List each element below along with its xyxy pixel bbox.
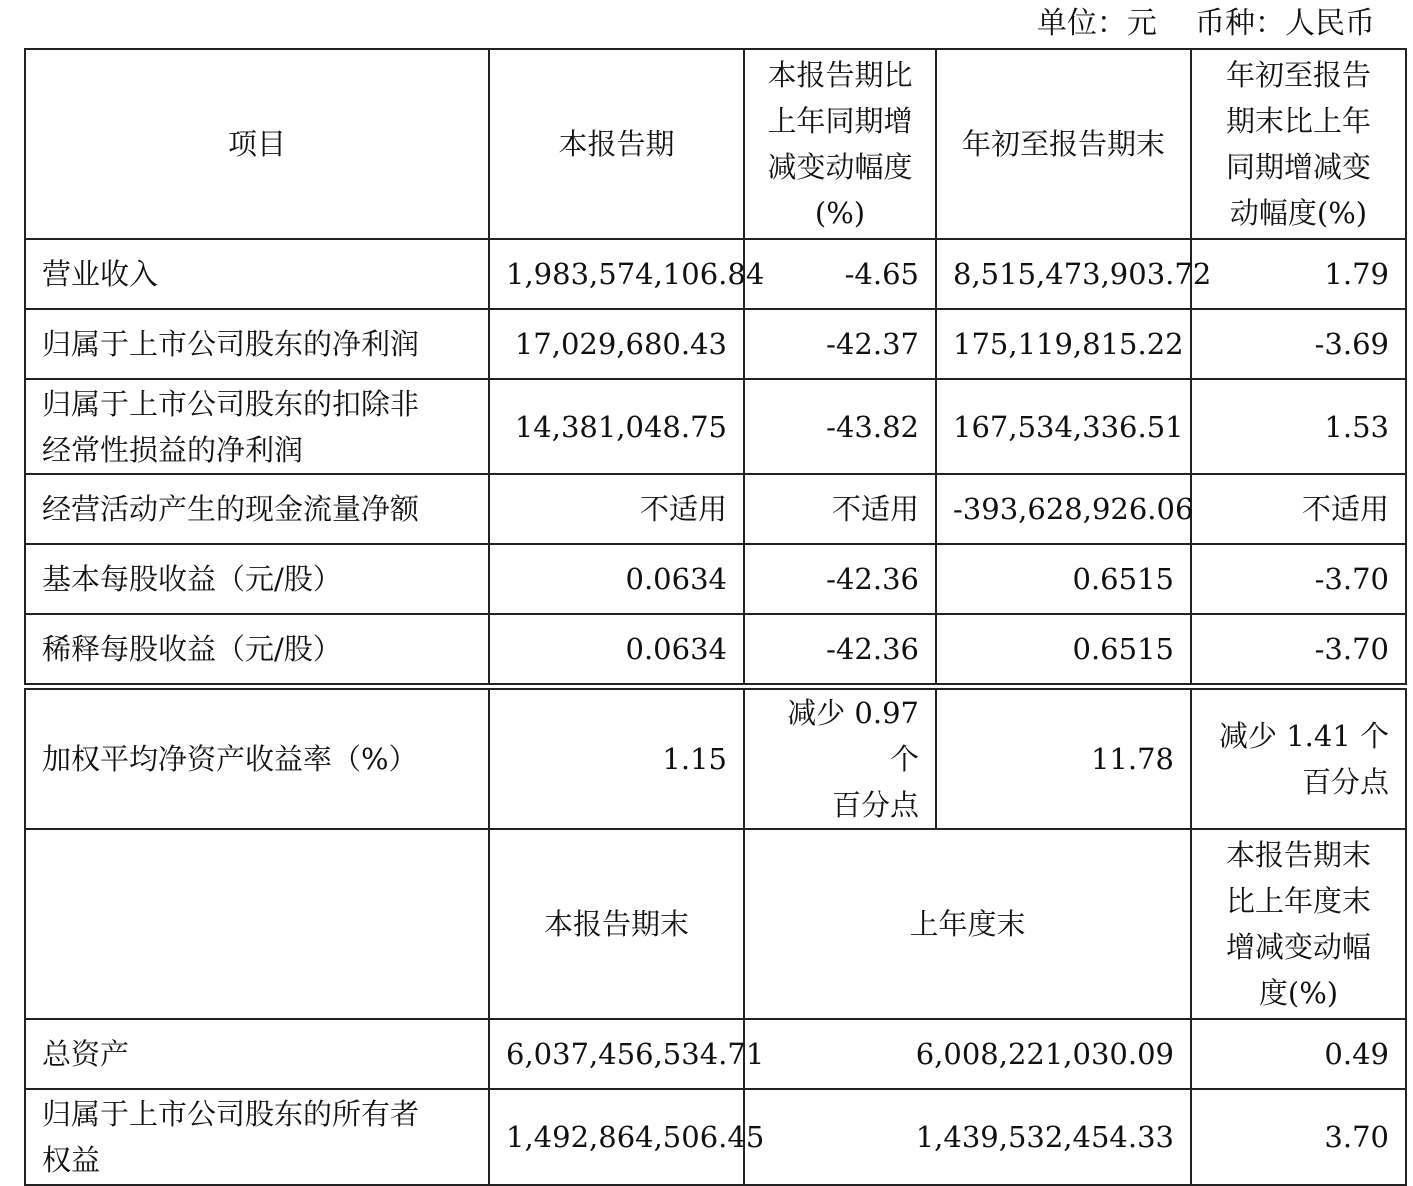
row-ytd: 11.78 <box>936 689 1191 829</box>
row-ytd-change: 1.53 <box>1191 379 1406 474</box>
table-row <box>25 379 1406 474</box>
balance-header-row <box>25 829 1406 1019</box>
header-current-period: 本报告期 <box>489 49 744 239</box>
header-ytd-change: 年初至报告 期末比上年 同期增减变 动幅度(%) <box>1191 49 1406 239</box>
row-item: 归属于上市公司股东的扣除非 经常性损益的净利润 <box>25 379 489 474</box>
row-current: 1.15 <box>489 689 744 829</box>
row-current: 不适用 <box>489 474 744 544</box>
row-item: 基本每股收益（元/股） <box>25 544 489 614</box>
row-current: 17,029,680.43 <box>489 309 744 379</box>
table-row <box>25 1019 1406 1089</box>
balance-header-item <box>25 829 489 1019</box>
row-current-change: -4.65 <box>744 239 936 309</box>
balance-row-change: 3.70 <box>1191 1089 1406 1185</box>
header-ytd: 年初至报告期末 <box>936 49 1191 239</box>
row-item: 稀释每股收益（元/股） <box>25 614 489 684</box>
row-item: 归属于上市公司股东的净利润 <box>25 309 489 379</box>
row-ytd: 167,534,336.51 <box>936 379 1191 474</box>
row-current-change: 不适用 <box>744 474 936 544</box>
header-last-year-end: 上年度末 <box>744 829 1191 1019</box>
table-row <box>25 474 1406 544</box>
balance-row-item: 总资产 <box>25 1019 489 1089</box>
balance-row-change: 0.49 <box>1191 1019 1406 1089</box>
row-current: 0.0634 <box>489 614 744 684</box>
header-item: 项目 <box>25 49 489 239</box>
row-current-change: -42.37 <box>744 309 936 379</box>
row-current: 1,983,574,106.84 <box>489 239 744 309</box>
balance-row-current-end: 6,037,456,534.71 <box>489 1019 744 1089</box>
row-ytd-change: 减少 1.41 个 百分点 <box>1191 689 1406 829</box>
balance-row-last-year-end: 1,439,532,454.33 <box>744 1089 1191 1185</box>
row-ytd: 0.6515 <box>936 544 1191 614</box>
header-balance-change: 本报告期末 比上年度末 增减变动幅 度(%) <box>1191 829 1406 1019</box>
row-item: 营业收入 <box>25 239 489 309</box>
row-item: 经营活动产生的现金流量净额 <box>25 474 489 544</box>
row-ytd: 175,119,815.22 <box>936 309 1191 379</box>
balance-row-last-year-end: 6,008,221,030.09 <box>744 1019 1191 1089</box>
row-ytd: -393,628,926.06 <box>936 474 1191 544</box>
table-row <box>25 614 1406 684</box>
unit-currency-note: 单位：元 币种：人民币 <box>1036 6 1375 41</box>
row-current-change: -43.82 <box>744 379 936 474</box>
table-header-row <box>25 49 1406 239</box>
financial-summary-table <box>24 48 1407 685</box>
row-current-change: 减少 0.97 个 百分点 <box>744 689 936 829</box>
row-ytd-change: 1.79 <box>1191 239 1406 309</box>
row-ytd-change: -3.69 <box>1191 309 1406 379</box>
table-row <box>25 1089 1406 1185</box>
row-ytd: 8,515,473,903.72 <box>936 239 1191 309</box>
row-ytd-change: -3.70 <box>1191 544 1406 614</box>
row-ytd-change: 不适用 <box>1191 474 1406 544</box>
balance-row-item: 归属于上市公司股东的所有者 权益 <box>25 1089 489 1185</box>
header-current-change: 本报告期比 上年同期增 减变动幅度 (%) <box>744 49 936 239</box>
table-row <box>25 544 1406 614</box>
table-row <box>25 309 1406 379</box>
row-current-change: -42.36 <box>744 614 936 684</box>
row-current: 14,381,048.75 <box>489 379 744 474</box>
table-row <box>25 689 1406 829</box>
row-current: 0.0634 <box>489 544 744 614</box>
balance-row-current-end: 1,492,864,506.45 <box>489 1089 744 1185</box>
row-ytd: 0.6515 <box>936 614 1191 684</box>
table-row <box>25 239 1406 309</box>
balance-summary-table <box>24 688 1407 1186</box>
row-current-change: -42.36 <box>744 544 936 614</box>
header-current-end: 本报告期末 <box>489 829 744 1019</box>
row-ytd-change: -3.70 <box>1191 614 1406 684</box>
row-item: 加权平均净资产收益率（%） <box>25 689 489 829</box>
